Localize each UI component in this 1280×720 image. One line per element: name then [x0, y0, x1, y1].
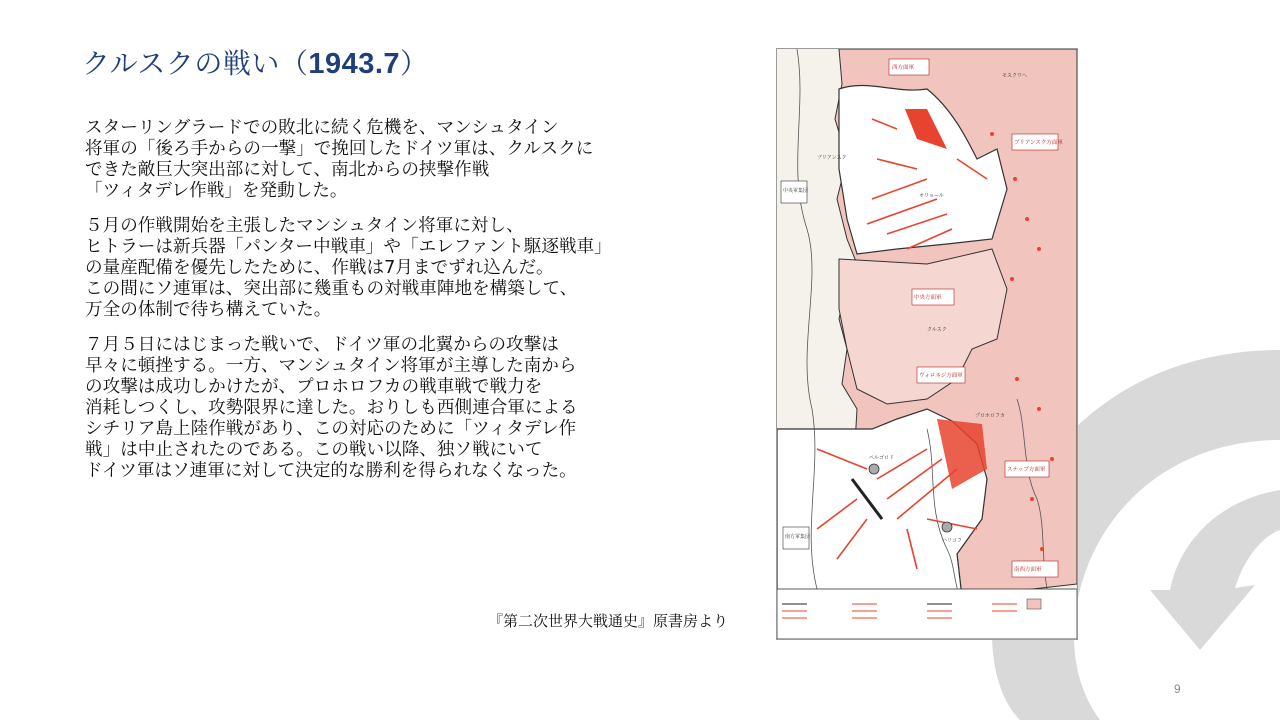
svg-text:ステップ方面軍: ステップ方面軍	[1007, 467, 1046, 473]
svg-text:クルスク: クルスク	[927, 327, 947, 333]
kursk-battle-map	[776, 48, 1078, 640]
svg-text:ベルゴロド: ベルゴロド	[869, 455, 895, 461]
paragraph-3: ７月５日にはじまった戦いで、ドイツ軍の北翼からの攻撃は 早々に頓挫する。一方、マンシュタイン将軍が主導した南から の攻撃は成功しかけたが、プロホロフカの戦車戦で戦力を 消耗しつくし、攻勢限界に達した。おりしも西側連合軍による シチリア島上陸作戦があり、この対応のために「ツィタデレ作 戦」は中止されたのである。この戦い以降、独ソ戦にいて ドイツ軍はソ連軍に対して決定的な勝利を得られなくなった。	[85, 335, 578, 481]
slide-title: クルスクの戦い（1943.7）	[82, 47, 429, 80]
svg-text:ヴォロネジ方面軍: ヴォロネジ方面軍	[919, 373, 963, 379]
paragraph-1: スターリングラードでの敗北に続く危機を、マンシュタイン 将軍の「後ろ手からの一撃」で挽回したドイツ軍は、クルスクに できた敵巨大突出部に対して、南北からの挟撃作戦 「ツィタデレ作戦」を発動した。	[85, 118, 594, 201]
svg-text:西方面軍: 西方面軍	[892, 65, 915, 71]
svg-text:ブリアンスク: ブリアンスク	[817, 155, 847, 161]
svg-text:プロホロフカ: プロホロフカ	[975, 413, 1005, 419]
svg-text:南方軍集団: 南方軍集団	[785, 534, 811, 540]
legend-swatch	[1027, 599, 1041, 609]
page-number: 9	[1174, 682, 1181, 696]
svg-text:中央方面軍: 中央方面軍	[914, 295, 942, 301]
belgorod-marker	[869, 464, 879, 474]
body-text	[85, 118, 645, 496]
title-year: 1943.7	[308, 48, 401, 80]
svg-text:中央軍集団: 中央軍集団	[783, 188, 809, 194]
kharkov-marker	[942, 522, 952, 532]
svg-text:ハリコフ: ハリコフ	[942, 538, 962, 544]
source-caption: 『第二次世界大戦通史』原書房より	[488, 612, 729, 630]
map-legend	[777, 589, 1077, 639]
svg-text:オリョール: オリョール	[919, 193, 944, 199]
svg-text:ブリアンスク方面軍: ブリアンスク方面軍	[1014, 140, 1063, 146]
svg-text:モスクワへ: モスクワへ	[1002, 73, 1028, 79]
map-graphic	[777, 49, 1077, 639]
paragraph-2: ５月の作戦開始を主張したマンシュタイン将軍に対し、 ヒトラーは新兵器「パンター中戦車」や「エレファント駆逐戦車」 の量産配備を優先したために、作戦は7月までずれ込んだ。 この間にソ連軍は、突出部に幾重もの対戦車陣地を構築して、 万全の体制で待ち構えていた。	[85, 216, 612, 320]
svg-text:南西方面軍: 南西方面軍	[1014, 567, 1042, 573]
